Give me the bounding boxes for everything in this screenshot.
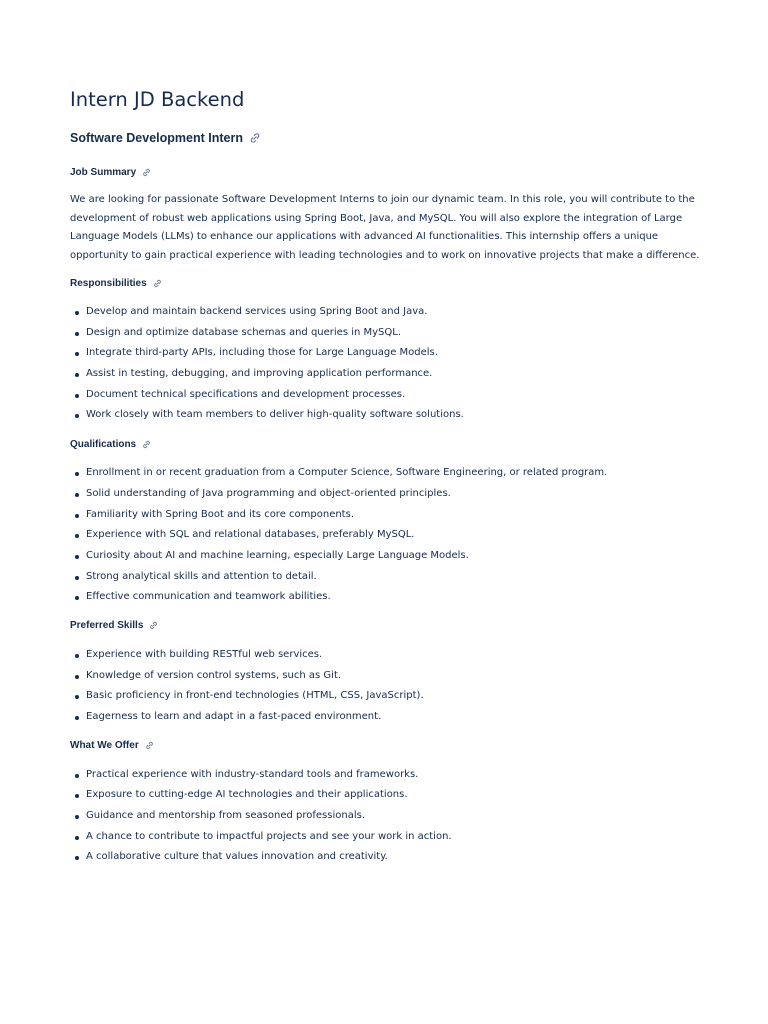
preferred-skills-list [70,645,700,728]
list-item: Basic proficiency in front-end technologies (HTML, CSS, JavaScript). [70,686,700,707]
section-heading-label: What We Offer [70,740,139,752]
list-item: Effective communication and teamwork abilities. [70,587,700,608]
section-heading-label: Preferred Skills [70,620,144,632]
list-item: Eagerness to learn and adapt in a fast-paced environment. [70,707,700,728]
page-title: Intern JD Backend [70,88,245,111]
list-item: Integrate third-party APIs, including those for Large Language Models. [70,343,700,364]
list-item: Curiosity about AI and machine learning, especially Large Language Models. [70,546,700,567]
list-item: Work closely with team members to deliver high-quality software solutions. [70,405,700,426]
link-icon[interactable] [142,168,151,177]
section-heading-label: Qualifications [70,438,137,450]
section-heading-qualifications [70,435,700,453]
section-heading-responsibilities [70,274,700,292]
list-item: Strong analytical skills and attention to detail. [70,567,700,588]
link-icon[interactable] [149,621,158,630]
list-item: Design and optimize database schemas and queries in MySQL. [70,323,700,344]
list-item: A chance to contribute to impactful projects and see your work in action. [70,827,700,848]
list-item: Knowledge of version control systems, such as Git. [70,666,700,687]
list-item: Experience with SQL and relational databases, preferably MySQL. [70,525,700,546]
section-heading-label: Job Summary [70,166,137,178]
subtitle-text: Software Development Intern [70,131,243,145]
list-item: A collaborative culture that values innovation and creativity. [70,847,700,868]
list-item: Exposure to cutting-edge AI technologies and their applications. [70,785,700,806]
list-item: Document technical specifications and development processes. [70,385,700,406]
subtitle-heading [70,124,700,152]
link-icon[interactable] [142,440,151,449]
link-icon[interactable] [153,279,162,288]
what-we-offer-list [70,765,700,868]
link-icon[interactable] [145,741,154,750]
section-heading-label: Responsibilities [70,277,147,289]
section-heading-what-we-offer [70,737,700,755]
link-icon[interactable] [249,132,261,144]
list-item: Experience with building RESTful web services. [70,645,700,666]
section-heading-preferred-skills [70,617,700,635]
list-item: Guidance and mentorship from seasoned professionals. [70,806,700,827]
responsibilities-list [70,302,700,426]
list-item: Familiarity with Spring Boot and its core components. [70,505,700,526]
document-page [70,86,700,868]
list-item: Solid understanding of Java programming and object-oriented principles. [70,484,700,505]
list-item: Develop and maintain backend services using Spring Boot and Java. [70,302,700,323]
list-item: Enrollment in or recent graduation from a Computer Science, Software Engineering, or related program. [70,463,700,484]
list-item: Assist in testing, debugging, and improving application performance. [70,364,700,385]
qualifications-list [70,463,700,608]
list-item: Practical experience with industry-standard tools and frameworks. [70,765,700,786]
section-heading-job-summary [70,163,700,181]
job-summary-text: We are looking for passionate Software Development Interns to join our dynamic team. In this role, you will contribute to the development of robust web applications using Spring Boot, Java, and MySQL. You will also explore the integration of Large Language Models (LLMs) to enhance our applications with advanced AI functionalities. This internship offers a unique opportunity to gain practical experience with leading technologies and to work on innovative projects that make a difference. [70,194,700,261]
